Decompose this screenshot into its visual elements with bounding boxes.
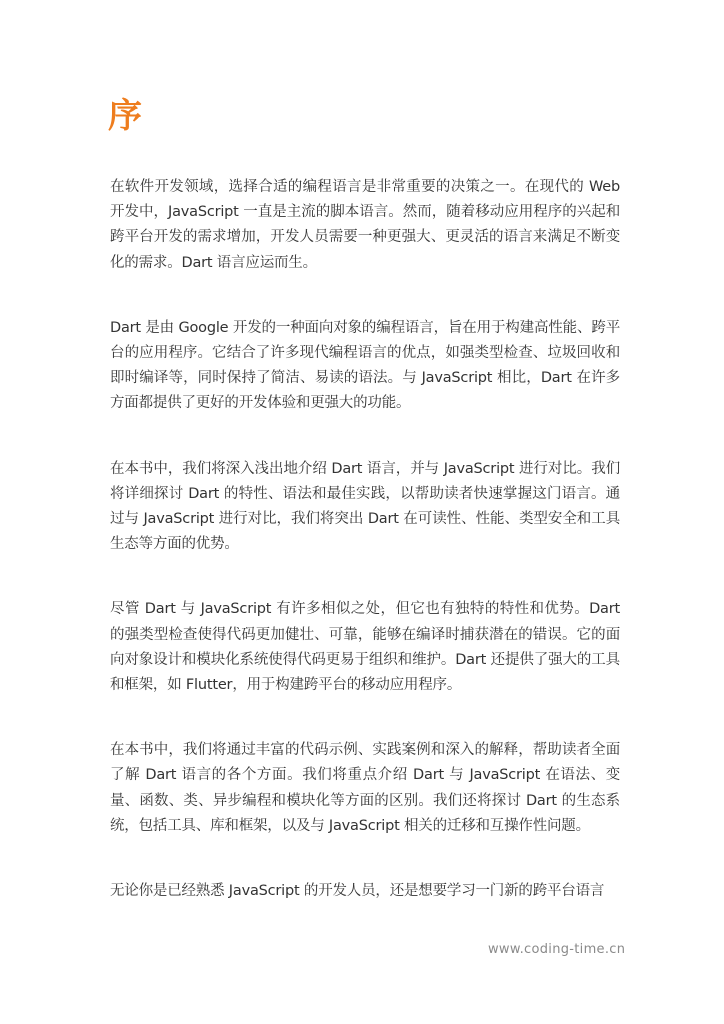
paragraph: 尽管 Dart 与 JavaScript 有许多相似之处，但它也有独特的特性和优势。Dart 的强类型检查使得代码更加健壮、可靠，能够在编译时捕获潜在的错误。它的面向对象设计和模块化系统使得代码更易于组织和维护。Dart 还提供了强大的工具和框架，如 Flutter，用于构建跨平台的移动应用程序。 xyxy=(110,601,620,694)
paragraph: 在本书中，我们将深入浅出地介绍 Dart 语言，并与 JavaScript 进行对比。我们将详细探讨 Dart 的特性、语法和最佳实践，以帮助读者快速掌握这门语言。通过与 JavaScript 进行对比，我们将突出 Dart 在可读性、性能、类型安全和工具生态等方面的优势。 xyxy=(110,460,620,553)
footer-url: www.coding-time.cn xyxy=(488,942,626,957)
paragraph: Dart 是由 Google 开发的一种面向对象的编程语言，旨在用于构建高性能、跨平台的应用程序。它结合了许多现代编程语言的优点，如强类型检查、垃圾回收和即时编译等，同时保持了简洁、易读的语法。与 JavaScript 相比，Dart 在许多方面都提供了更好的开发体验和更强大的功能。 xyxy=(110,319,620,412)
paragraph: 在软件开发领域，选择合适的编程语言是非常重要的决策之一。在现代的 Web 开发中，JavaScript 一直是主流的脚本语言。然而，随着移动应用程序的兴起和跨平台开发的需求增加，开发人员需要一种更强大、更灵活的语言来满足不断变化的需求。Dart 语言应运而生。 xyxy=(110,179,620,271)
preface-body xyxy=(110,175,620,944)
paragraph: 在本书中，我们将通过丰富的代码示例、实践案例和深入的解释，帮助读者全面了解 Dart 语言的各个方面。我们将重点介绍 Dart 与 JavaScript 在语法、变量、函数、类、异步编程和模块化等方面的区别。我们还将探讨 Dart 的生态系统，包括工具、库和框架，以及与 JavaScript 相关的迁移和互操作性问题。 xyxy=(110,742,620,834)
paragraph: 无论你是已经熟悉 JavaScript 的开发人员，还是想要学习一门新的跨平台语言 xyxy=(110,883,605,900)
page-title: 序 xyxy=(108,96,142,136)
